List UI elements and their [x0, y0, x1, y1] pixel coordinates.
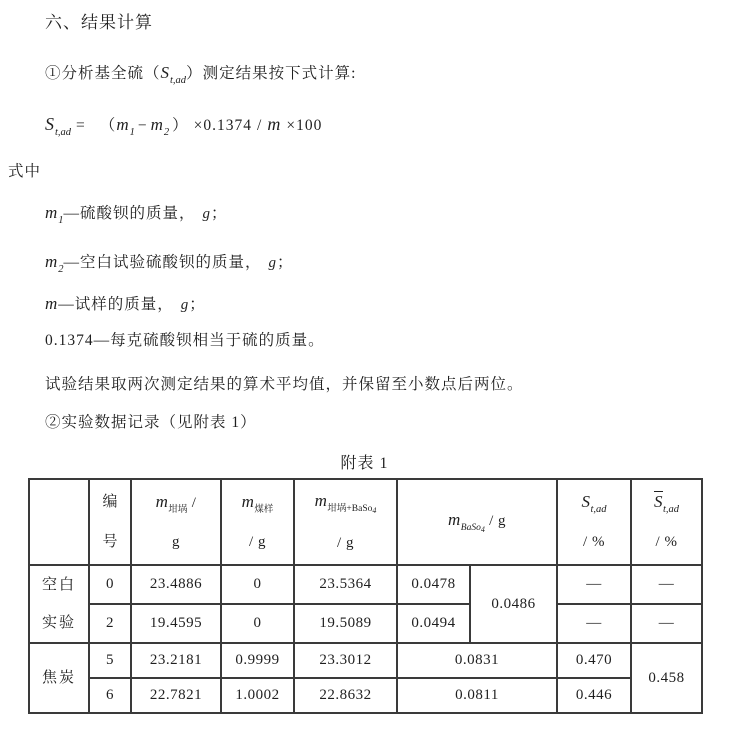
- st-subscript: t,ad: [590, 504, 607, 515]
- m-coal-subscript: 煤样: [254, 505, 274, 515]
- def2-symbol: m: [45, 252, 59, 271]
- m-crucible-baso4-symbol: m: [314, 491, 328, 511]
- cell-m-crucible: 19.4595: [131, 604, 221, 643]
- table-row: [29, 643, 702, 678]
- cell-m-total: 23.3012: [294, 643, 397, 678]
- header-m-coal: [221, 479, 294, 565]
- st-symbol: S: [581, 492, 591, 511]
- where-label: 式中: [8, 163, 42, 180]
- header-empty: [29, 479, 89, 565]
- formula-open-paren: （: [99, 117, 117, 134]
- formula-factor: ×0.1374: [193, 117, 253, 134]
- cell-m-baso4: 0.0478: [397, 565, 470, 604]
- sulfur-subscript: t,ad: [170, 75, 187, 86]
- cell-st-avg: —: [631, 565, 702, 604]
- header-row: [29, 479, 702, 565]
- para1-prefix: ①分析基全硫（: [45, 65, 161, 82]
- def2-subscript: 2: [58, 264, 64, 275]
- formula-m2-subscript: 2: [163, 127, 170, 138]
- cell-m-total: 23.5364: [294, 565, 397, 604]
- def3-tail: ；: [189, 296, 206, 313]
- formula-close-paren: ）: [172, 117, 189, 134]
- cell-st: —: [557, 565, 631, 604]
- para-formula-intro: [45, 62, 356, 92]
- formula-slash: /: [257, 117, 263, 134]
- def3-unit: g: [180, 297, 190, 313]
- m-crucible-symbol: m: [155, 492, 169, 511]
- cell-m-coal: 1.0002: [221, 678, 294, 713]
- average-note: 试验结果取两次测定结果的算术平均值，并保留至小数点后两位。: [45, 376, 524, 393]
- st-avg-symbol: $\overline{S}$: [653, 492, 663, 511]
- cell-id: 6: [89, 678, 131, 713]
- def3-symbol: m: [45, 294, 59, 313]
- header-id: [89, 479, 131, 565]
- st-unit: / %: [583, 534, 605, 550]
- formula-line: [45, 113, 322, 144]
- m-coal-unit: / g: [249, 534, 266, 550]
- para-data-record: ②实验数据记录（见附表 1）: [45, 414, 257, 431]
- cell-id: 5: [89, 643, 131, 678]
- cell-st: —: [557, 604, 631, 643]
- cell-group-label-coke: 焦炭: [29, 643, 89, 713]
- cell-m-coal: 0.9999: [221, 643, 294, 678]
- cell-m-baso4: 0.0811: [397, 678, 557, 713]
- formula-m: m: [267, 114, 282, 134]
- header-id-label: 编号: [102, 494, 118, 550]
- st-avg-unit: / %: [655, 534, 678, 550]
- def1-symbol: m: [45, 203, 59, 222]
- header-m-crucible-baso4: [294, 479, 397, 565]
- para1-suffix: ）测定结果按下式计算:: [186, 65, 357, 82]
- cell-baso4-avg: 0.0486: [470, 565, 557, 643]
- def2-text: —空白试验硫酸钡的质量，: [63, 254, 262, 271]
- m-baso4-subscript: BaSo4: [460, 523, 485, 534]
- m-crucible-unit: g: [172, 534, 180, 550]
- data-table: [28, 478, 703, 714]
- cell-st: 0.470: [557, 643, 631, 678]
- cell-m-crucible: 22.7821: [131, 678, 221, 713]
- cell-m-baso4: 0.0831: [397, 643, 557, 678]
- cell-m-total: 19.5089: [294, 604, 397, 643]
- header-m-crucible: [131, 479, 221, 565]
- cell-m-coal: 0: [221, 604, 294, 643]
- formula-minus: −: [137, 117, 148, 134]
- sulfur-symbol: S: [160, 63, 171, 82]
- def3-text: —试样的质量，: [58, 296, 174, 313]
- cell-id: 0: [89, 565, 131, 604]
- cell-m-total: 22.8632: [294, 678, 397, 713]
- m-crucible-subscript: 坩埚: [168, 505, 188, 515]
- m-crucible-baso4-subscript: 坩埚+BaSo4: [327, 504, 377, 516]
- table-row: [29, 565, 702, 604]
- cell-m-coal: 0: [221, 565, 294, 604]
- m-coal-symbol: m: [241, 492, 255, 511]
- m-crucible-baso4-unit: / g: [337, 534, 354, 551]
- constant-note: 0.1374—每克硫酸钡相当于硫的质量。: [45, 332, 325, 349]
- cell-st: 0.446: [557, 678, 631, 713]
- formula-equals: =: [76, 117, 86, 134]
- formula-lhs-symbol: S: [45, 114, 55, 134]
- cell-m-crucible: 23.2181: [131, 643, 221, 678]
- cell-st-avg: 0.458: [631, 643, 702, 713]
- cell-id: 2: [89, 604, 131, 643]
- def2-unit: g: [268, 255, 278, 271]
- cell-st-avg: —: [631, 604, 702, 643]
- m-baso4-sub4: 4: [480, 525, 485, 534]
- formula-lhs-subscript: t,ad: [55, 127, 72, 138]
- m-baso4-unit: / g: [484, 513, 507, 529]
- header-m-baso4: [397, 479, 557, 565]
- table-row: [29, 678, 702, 713]
- header-st-avg: [631, 479, 702, 565]
- formula-times100: ×100: [286, 117, 323, 134]
- def1-subscript: 1: [58, 215, 64, 226]
- m-crucible-slash: /: [187, 495, 197, 511]
- m-crucible-baso4-sub4: 4: [372, 506, 377, 516]
- definition-m: [45, 293, 206, 323]
- m-baso4-symbol: m: [448, 510, 461, 529]
- cell-m-crucible: 23.4886: [131, 565, 221, 604]
- cell-m-baso4: 0.0494: [397, 604, 470, 643]
- def1-tail: ；: [211, 205, 228, 222]
- cell-group-label-blank: 空白实验: [29, 565, 89, 643]
- table-caption: 附表 1: [340, 455, 389, 472]
- definition-m2: [45, 251, 294, 281]
- def1-text: —硫酸钡的质量，: [63, 205, 196, 222]
- formula-m1-subscript: 1: [129, 127, 135, 138]
- def1-unit: g: [202, 206, 212, 222]
- section-title: 六、结果计算: [45, 13, 153, 32]
- st-avg-subscript: t,ad: [662, 504, 680, 515]
- table-row: [29, 604, 702, 643]
- def2-tail: ；: [277, 254, 294, 271]
- formula-m1: m: [116, 115, 130, 134]
- formula-m2: m: [150, 115, 164, 134]
- header-st: [557, 479, 631, 565]
- definition-m1: [45, 202, 228, 232]
